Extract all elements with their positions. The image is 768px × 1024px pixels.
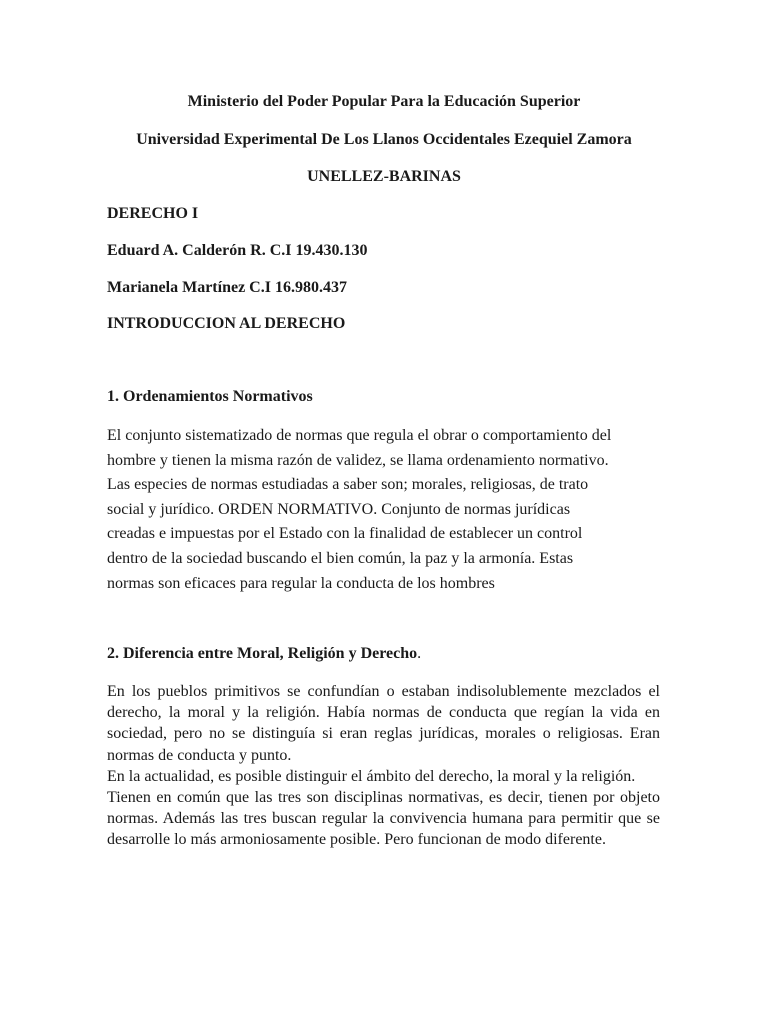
section-1-line: dentro de la sociedad buscando el bien común, la paz y la armonía. Estas: [107, 549, 574, 567]
campus-heading: UNELLEZ-BARINAS: [307, 168, 461, 185]
section-1-body: [107, 424, 667, 596]
section-2-paragraph: En la actualidad, es posible distinguir el ámbito del derecho, la moral y la religión.: [107, 767, 636, 785]
section-2-title: [107, 644, 421, 664]
section-1-line: social y jurídico. ORDEN NORMATIVO. Conjunto de normas jurídicas: [107, 500, 571, 518]
topic-heading: INTRODUCCION AL DERECHO: [107, 315, 346, 332]
section-1-line: creadas e impuestas por el Estado con la finalidad de establecer un control: [107, 525, 583, 543]
author-1: Eduard A. Calderón R. C.I 19.430.130: [107, 242, 368, 259]
section-1-title: [107, 387, 313, 407]
section-1-line: normas son eficaces para regular la conducta de los hombres: [107, 574, 495, 592]
section-2-body: [107, 681, 660, 851]
ministry-heading: Ministerio del Poder Popular Para la Educación Superior: [187, 93, 581, 110]
section-1-title-text: 1. Ordenamientos Normativos: [107, 388, 313, 405]
section-2-paragraph: En los pueblos primitivos se confundían o estaban indisolublemente mezclados el derecho, la moral y la religión. Había normas de conducta que regían la vida en sociedad, pero no se distinguía si eran reglas jurídicas, morales o religiosas. Eran normas de conducta y punto.: [107, 683, 660, 764]
section-2-title-text: 2. Diferencia entre Moral, Religión y Derecho: [107, 645, 418, 662]
course-name: DERECHO I: [107, 205, 199, 222]
section-1-line: Las especies de normas estudiadas a saber son; morales, religiosas, de trato: [107, 476, 589, 494]
section-1-line: El conjunto sistematizado de normas que regula el obrar o comportamiento del: [107, 427, 612, 444]
section-2-paragraph: Tienen en común que las tres son disciplinas normativas, es decir, tienen por objeto normas. Además las tres buscan regular la convivencia humana para permitir que se desarrolle lo más armoniosamente posible. Pero funcionan de modo diferente.: [107, 789, 660, 849]
author-2: Marianela Martínez C.I 16.980.437: [107, 279, 347, 296]
section-2-title-suffix: .: [417, 645, 422, 662]
university-heading: Universidad Experimental De Los Llanos Occidentales Ezequiel Zamora: [136, 131, 632, 148]
section-1-line: hombre y tienen la misma razón de validez, se llama ordenamiento normativo.: [107, 451, 609, 469]
